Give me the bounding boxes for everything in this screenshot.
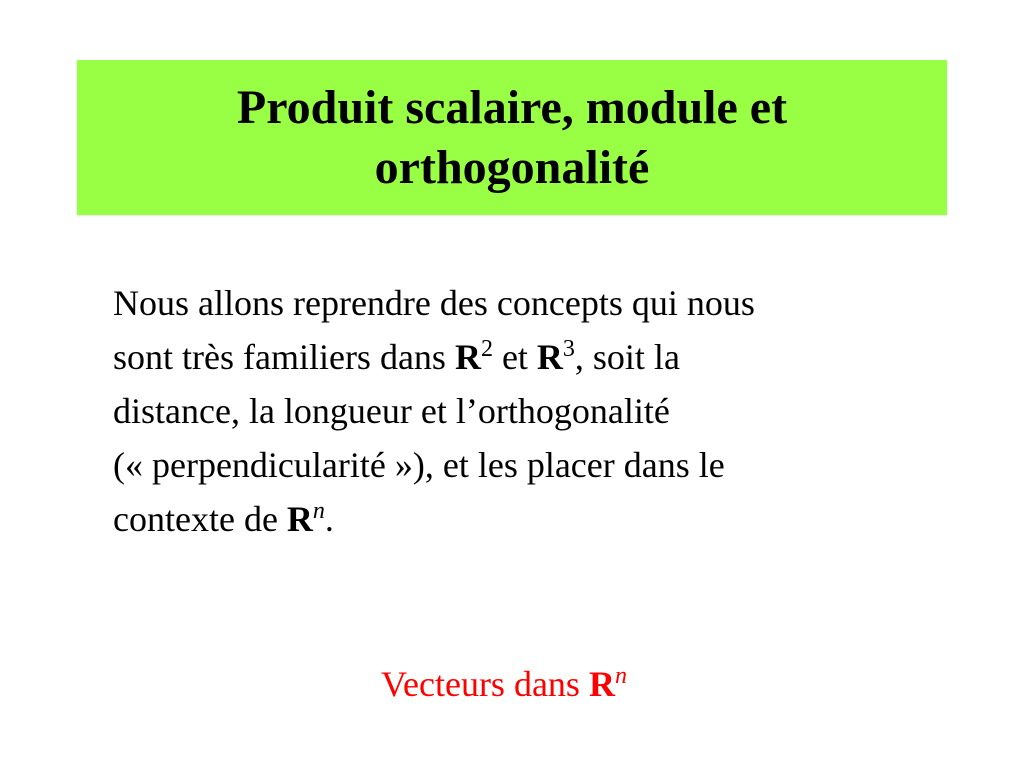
body-text-segment: contexte de	[113, 499, 287, 539]
body-line-4: (« perpendicularité »), et les placer dans le	[113, 445, 725, 485]
subtitle-text: Vecteurs dans	[381, 664, 589, 704]
body-paragraph	[113, 276, 943, 546]
exponent: n	[312, 498, 325, 524]
math-symbol-r: R	[536, 337, 563, 377]
math-symbol-r: R	[588, 664, 615, 704]
title-line-1: Produit scalaire, module et	[236, 80, 788, 134]
body-line-3: distance, la longueur et l’orthogonalité	[113, 391, 670, 431]
math-symbol-r: R	[286, 499, 313, 539]
body-text-segment: et	[492, 337, 537, 377]
body-line-5	[113, 492, 943, 546]
exponent: 3	[562, 336, 575, 362]
math-symbol-r: R	[454, 337, 481, 377]
exponent: 2	[480, 336, 493, 362]
section-subtitle	[381, 660, 627, 713]
body-line-2	[113, 330, 943, 384]
body-text-segment: , soit la	[574, 337, 680, 377]
title-box	[77, 60, 947, 215]
title-line-2: orthogonalité	[374, 140, 650, 194]
body-line-1: Nous allons reprendre des concepts qui nous	[113, 283, 755, 323]
body-text-segment: .	[324, 499, 334, 539]
exponent: n	[614, 663, 627, 689]
body-text-segment: sont très familiers dans	[113, 337, 455, 377]
